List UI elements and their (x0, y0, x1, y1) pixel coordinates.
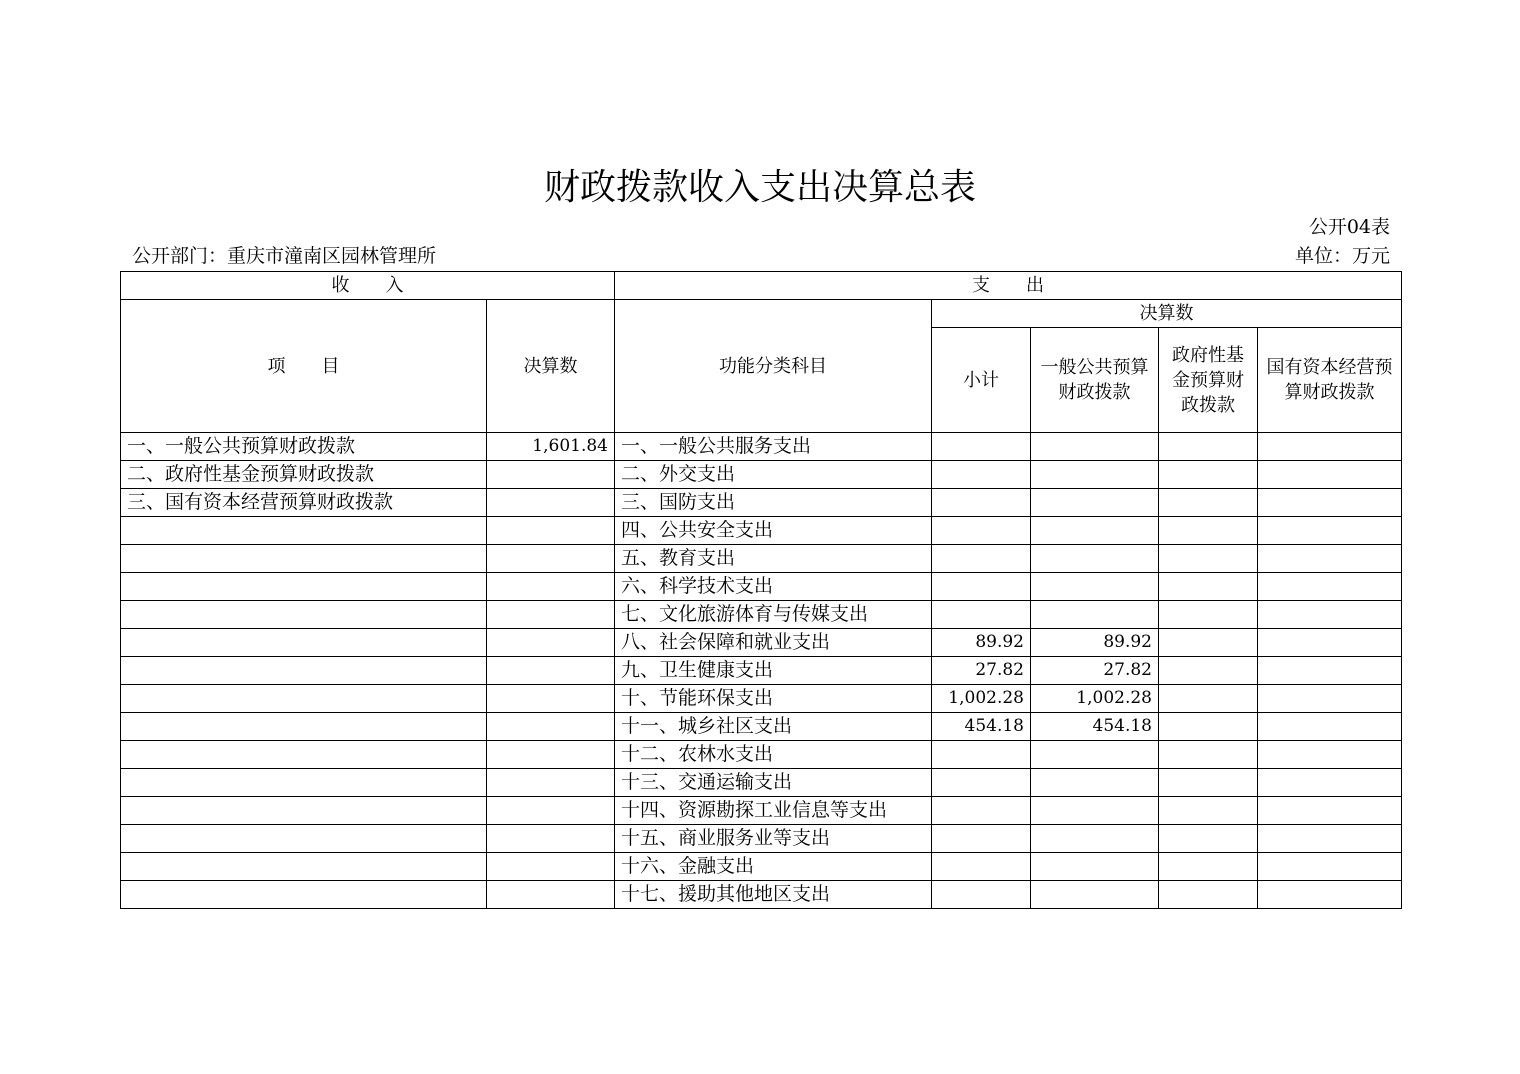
gov-fund-cell (1159, 573, 1258, 601)
category-cell: 八、社会保障和就业支出 (615, 629, 932, 657)
general-budget-header: 一般公共预算财政拨款 (1031, 328, 1159, 433)
general-budget-cell (1031, 573, 1159, 601)
header-row-2 (121, 300, 1402, 328)
income-amount-cell (487, 713, 615, 741)
income-item-cell (121, 797, 487, 825)
income-amount-cell (487, 881, 615, 909)
income-amount-cell (487, 769, 615, 797)
table-row (121, 741, 1402, 769)
category-cell: 十、节能环保支出 (615, 685, 932, 713)
function-category-header: 功能分类科目 (615, 300, 932, 433)
general-budget-cell (1031, 601, 1159, 629)
income-amount-cell (487, 573, 615, 601)
state-capital-cell (1258, 713, 1402, 741)
gov-fund-cell (1159, 629, 1258, 657)
gov-fund-cell (1159, 545, 1258, 573)
category-cell: 十二、农林水支出 (615, 741, 932, 769)
income-amount-cell: 1,601.84 (487, 433, 615, 461)
income-amount-cell (487, 741, 615, 769)
gov-fund-cell (1159, 433, 1258, 461)
gov-fund-cell (1159, 825, 1258, 853)
table-row (121, 797, 1402, 825)
subtotal-cell (932, 741, 1031, 769)
table-row (121, 461, 1402, 489)
subtotal-cell (932, 573, 1031, 601)
subtotal-cell (932, 825, 1031, 853)
gov-fund-cell (1159, 713, 1258, 741)
income-item-cell (121, 629, 487, 657)
gov-fund-cell (1159, 741, 1258, 769)
subtotal-cell (932, 545, 1031, 573)
form-number: 公开04表 (1308, 216, 1390, 238)
income-amount-cell (487, 545, 615, 573)
income-item-cell (121, 769, 487, 797)
general-budget-cell: 1,002.28 (1031, 685, 1159, 713)
subtotal-cell (932, 881, 1031, 909)
income-item-cell (121, 881, 487, 909)
table-row (121, 573, 1402, 601)
general-budget-cell: 89.92 (1031, 629, 1159, 657)
table-row (121, 433, 1402, 461)
table-row (121, 825, 1402, 853)
general-budget-cell: 27.82 (1031, 657, 1159, 685)
table-row (121, 713, 1402, 741)
subtotal-cell: 454.18 (932, 713, 1031, 741)
category-cell: 十六、金融支出 (615, 853, 932, 881)
state-capital-cell (1258, 545, 1402, 573)
state-capital-cell (1258, 769, 1402, 797)
table-row (121, 489, 1402, 517)
income-item-cell: 三、国有资本经营预算财政拨款 (121, 489, 487, 517)
gov-fund-cell (1159, 489, 1258, 517)
gov-fund-cell (1159, 797, 1258, 825)
general-budget-cell (1031, 825, 1159, 853)
income-item-cell (121, 825, 487, 853)
general-budget-cell (1031, 797, 1159, 825)
category-cell: 四、公共安全支出 (615, 517, 932, 545)
table-row (121, 545, 1402, 573)
state-capital-cell (1258, 741, 1402, 769)
income-amount-cell (487, 797, 615, 825)
income-item-cell (121, 685, 487, 713)
state-capital-cell (1258, 433, 1402, 461)
item-header: 项 目 (121, 300, 487, 433)
table-row (121, 881, 1402, 909)
category-cell: 五、教育支出 (615, 545, 932, 573)
table-row (121, 601, 1402, 629)
income-item-cell (121, 713, 487, 741)
general-budget-cell (1031, 517, 1159, 545)
unit-label: 单位：万元 (1294, 245, 1390, 267)
subtotal-cell (932, 489, 1031, 517)
income-item-cell (121, 601, 487, 629)
subtotal-cell (932, 461, 1031, 489)
gov-fund-cell (1159, 601, 1258, 629)
income-header: 收 入 (121, 272, 615, 300)
subtotal-cell (932, 601, 1031, 629)
gov-fund-cell (1159, 657, 1258, 685)
department-label: 公开部门：重庆市潼南区园林管理所 (132, 245, 437, 267)
subtotal-cell: 1,002.28 (932, 685, 1031, 713)
income-amount-cell (487, 629, 615, 657)
income-item-cell (121, 517, 487, 545)
table-row (121, 629, 1402, 657)
general-budget-cell (1031, 881, 1159, 909)
general-budget-cell (1031, 853, 1159, 881)
state-capital-cell (1258, 685, 1402, 713)
general-budget-cell (1031, 769, 1159, 797)
final-amount-header: 决算数 (487, 300, 615, 433)
table-row (121, 517, 1402, 545)
income-amount-cell (487, 685, 615, 713)
table-row (121, 853, 1402, 881)
state-capital-cell (1258, 853, 1402, 881)
state-capital-header: 国有资本经营预算财政拨款 (1258, 328, 1402, 433)
income-item-cell (121, 545, 487, 573)
state-capital-cell (1258, 825, 1402, 853)
state-capital-cell (1258, 601, 1402, 629)
income-amount-cell (487, 601, 615, 629)
category-cell: 三、国防支出 (615, 489, 932, 517)
income-amount-cell (487, 825, 615, 853)
category-cell: 十三、交通运输支出 (615, 769, 932, 797)
general-budget-cell (1031, 545, 1159, 573)
state-capital-cell (1258, 517, 1402, 545)
budget-summary-table (120, 271, 1402, 909)
income-amount-cell (487, 517, 615, 545)
table-row (121, 685, 1402, 713)
category-cell: 一、一般公共服务支出 (615, 433, 932, 461)
income-amount-cell (487, 657, 615, 685)
income-item-cell: 二、政府性基金预算财政拨款 (121, 461, 487, 489)
category-cell: 七、文化旅游体育与传媒支出 (615, 601, 932, 629)
income-item-cell (121, 573, 487, 601)
final-amount-group-header: 决算数 (932, 300, 1402, 328)
category-cell: 六、科学技术支出 (615, 573, 932, 601)
general-budget-cell (1031, 461, 1159, 489)
subtotal-cell (932, 797, 1031, 825)
category-cell: 九、卫生健康支出 (615, 657, 932, 685)
subtotal-cell: 27.82 (932, 657, 1031, 685)
subtotal-cell (932, 433, 1031, 461)
general-budget-cell: 454.18 (1031, 713, 1159, 741)
subtotal-header: 小计 (932, 328, 1031, 433)
gov-fund-cell (1159, 853, 1258, 881)
table-row (121, 657, 1402, 685)
page-title: 财政拨款收入支出决算总表 (543, 167, 976, 208)
gov-fund-header: 政府性基金预算财政拨款 (1159, 328, 1258, 433)
subtotal-cell (932, 517, 1031, 545)
gov-fund-cell (1159, 461, 1258, 489)
gov-fund-cell (1159, 517, 1258, 545)
gov-fund-cell (1159, 769, 1258, 797)
subtotal-cell: 89.92 (932, 629, 1031, 657)
general-budget-cell (1031, 741, 1159, 769)
income-item-cell: 一、一般公共预算财政拨款 (121, 433, 487, 461)
header-row-1 (121, 272, 1402, 300)
state-capital-cell (1258, 489, 1402, 517)
state-capital-cell (1258, 881, 1402, 909)
state-capital-cell (1258, 629, 1402, 657)
gov-fund-cell (1159, 685, 1258, 713)
category-cell: 十四、资源勘探工业信息等支出 (615, 797, 932, 825)
category-cell: 十一、城乡社区支出 (615, 713, 932, 741)
income-item-cell (121, 853, 487, 881)
state-capital-cell (1258, 573, 1402, 601)
income-item-cell (121, 657, 487, 685)
category-cell: 十五、商业服务业等支出 (615, 825, 932, 853)
state-capital-cell (1258, 797, 1402, 825)
gov-fund-cell (1159, 881, 1258, 909)
general-budget-cell (1031, 433, 1159, 461)
subtotal-cell (932, 769, 1031, 797)
subtotal-cell (932, 853, 1031, 881)
category-cell: 十七、援助其他地区支出 (615, 881, 932, 909)
income-item-cell (121, 741, 487, 769)
state-capital-cell (1258, 657, 1402, 685)
income-amount-cell (487, 853, 615, 881)
state-capital-cell (1258, 461, 1402, 489)
general-budget-cell (1031, 489, 1159, 517)
category-cell: 二、外交支出 (615, 461, 932, 489)
expense-header: 支 出 (615, 272, 1402, 300)
table-row (121, 769, 1402, 797)
income-amount-cell (487, 489, 615, 517)
income-amount-cell (487, 461, 615, 489)
